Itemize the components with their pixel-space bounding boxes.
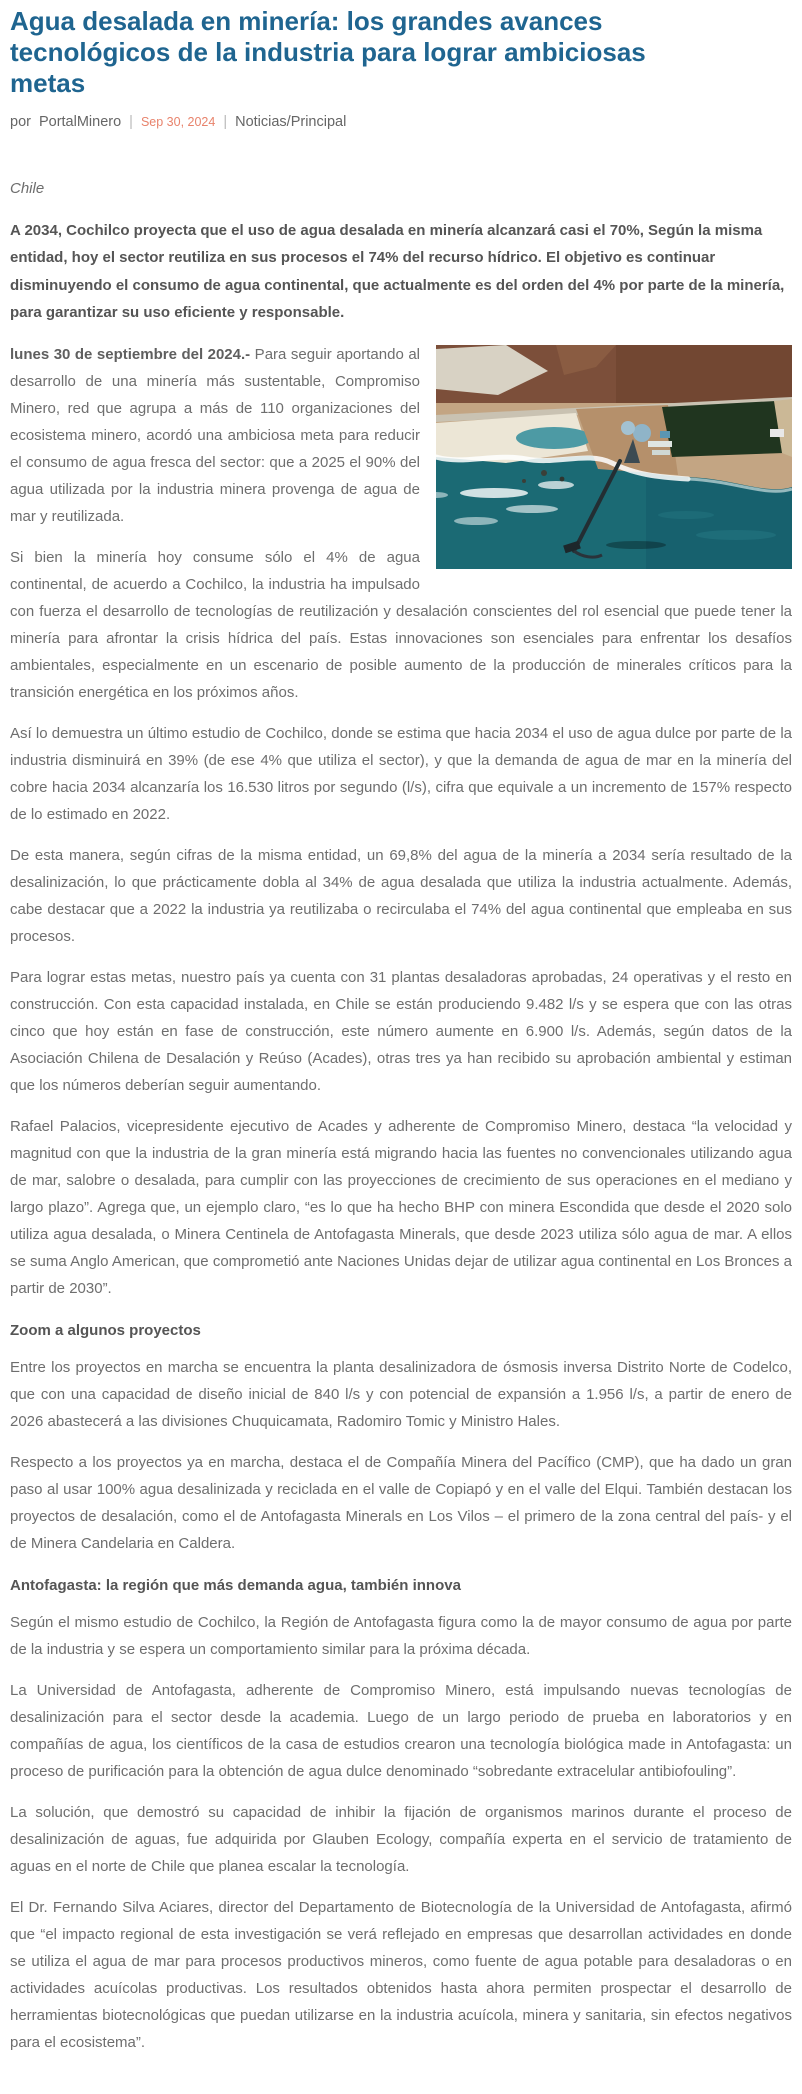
wave — [460, 488, 528, 498]
dateline: lunes 30 de septiembre del 2024.- — [10, 346, 251, 364]
paragraph: Según el mismo estudio de Cochilco, la Región de Antofagasta figura como la de mayor consumo de agua por parte de la industria y se espera un comportamiento similar para la próxima década. — [10, 1614, 792, 1659]
article-image — [436, 345, 792, 569]
byline — [10, 114, 792, 130]
category-link[interactable]: Noticias/Principal — [235, 113, 347, 130]
section-heading-antofagasta: Antofagasta: la región que más demanda agua, también innova — [10, 1577, 461, 1595]
section-heading-projects: Zoom a algunos proyectos — [10, 1322, 201, 1340]
paragraph: La solución, que demostró su capacidad de inhibir la fijación de organismos marinos durante el proceso de desalinización de aguas, fue adquirida por Glauben Ecology, compañía experta en el servicio de tratamiento de aguas en el norte de Chile que planea escalar la tecnología. — [10, 1804, 792, 1876]
page-title: Agua desalada en minería: los grandes avances tecnológicos de la industria para lograr ambiciosas metas — [10, 6, 646, 99]
rock — [522, 479, 526, 483]
paragraph: El Dr. Fernando Silva Aciares, director del Departamento de Biotecnología de la Universidad de Antofagasta, afirmó que “el impacto regional de esta investigación se verá reflejado en empresas que desarrollan actividades en donde se utiliza el agua de mar para procesos productivos mineros, como fuente de agua potable para desaladoras o en actividades acuícolas productivas. Los resultados obtenidos hasta ahora permiten prospectar el desarrollo de herramientas biotecnológicas que puedan utilizarse en la industria acuícola, minera y sanitaria, sin efectos negativos para el ecosistema”. — [10, 1899, 792, 2052]
green-field — [662, 401, 784, 457]
rock — [560, 477, 565, 482]
plant-building — [648, 441, 672, 447]
post-content — [10, 176, 792, 2057]
wave — [506, 505, 558, 513]
paragraph: Para lograr estas metas, nuestro país ya cuenta con 31 plantas desaladoras aprobadas, 24 operativas y el resto en construcción. Con esta capacidad instalada, en Chile se están produciendo 9.482 l/s y se espera que con las otras cinco que hoy están en fase de construcción, este número aumente en 6.900 l/s. Además, según datos de la Asociación Chilena de Desalación y Reúso (Acades), otras tres ya han recibido su aprobación ambiental y estiman que los números deberían seguir aumentando. — [10, 969, 792, 1095]
wave — [538, 481, 574, 489]
ocean-glint — [658, 511, 714, 519]
paragraph: Rafael Palacios, vicepresidente ejecutivo de Acades y adherente de Compromiso Minero, destaca “la velocidad y magnitud con que la industria de la gran minería está migrando hacia las fuentes no convencionales utilizando agua de mar, salobre o desalada, para cumplir con las proyecciones de crecimiento de sus operaciones en el mediano y largo plazo”. Agrega que, un ejemplo claro, “es lo que ha hecho BHP con minera Escondida que desde el 2020 solo utiliza agua desalada, o Minera Centinela de Antofagasta Minerals, que desde 2023 utiliza sólo agua de mar. A ellos se suma Anglo American, que comprometió ante Naciones Unidas dejar de utilizar agua continental en Los Bronces a partir de 2030”. — [10, 1118, 792, 1298]
paragraph-text: Para seguir aportando al desarrollo de una minería más sustentable, Compromiso Minero, red que agrupa a más de 110 organizaciones del ecosistema minero, acordó una ambiciosa meta para reducir el consumo de agua fresca del sector: que a 2025 el 90% del agua utilizada por la industria minera provenga de agua de mar y reutilizada. — [10, 346, 420, 526]
paragraph: Si bien la minería hoy consume sólo el 4% de agua continental, de acuerdo a Cochilco, la industria ha impulsado con fuerza el desarrollo de tecnologías de reutilización y desalación conscientes del rol esencial que puede tener la minería para afrontar la crisis hídrica del país. Estas innovaciones son esenciales para enfrentar los desafíos ambientales, especialmente en un escenario de posible aumento de la producción de minerales críticos para la transición energética en los próximos años. — [10, 549, 792, 702]
paragraph: De esta manera, según cifras de la misma entidad, un 69,8% del agua de la minería a 2034 sería resultado de la desalinización, lo que prácticamente dobla al 34% de agua desalada que utiliza la industria actualmente. Además, cabe destacar que a 2022 la industria ya reutilizaba o recirculaba el 74% del agua continental que empleaba en sus procesos. — [10, 847, 792, 946]
lead-paragraph: A 2034, Cochilco proyecta que el uso de agua desalada en minería alcanzará casi el 70%, Según la misma entidad, hoy el sector reutiliza en sus procesos el 74% del recurso hídrico. El objetivo es continuar disminuyendo el consumo de agua continental, que actualmente es del orden del 4% por parte de la minería, para garantizar su uso eficiente y responsable. — [10, 222, 785, 321]
storage-tank — [621, 421, 635, 435]
ocean-glint — [606, 541, 666, 549]
ocean-glint — [696, 530, 776, 540]
paragraph: La Universidad de Antofagasta, adherente de Compromiso Minero, está impulsando nuevas tecnologías de desalinización para el sector desde la academia. Luego de un largo periodo de prueba en laboratorios y en compañías de agua, los científicos de la casa de estudios crearon una tecnología biológica made in Antofagasta: un proceso de purificación para la obtención de agua dulce denominado “sobredante extracelular antibiofouling”. — [10, 1682, 792, 1781]
byline-prefix: por — [10, 113, 31, 130]
wave — [454, 517, 498, 525]
author-link[interactable]: PortalMinero — [38, 113, 122, 130]
paragraph: Respecto a los proyectos ya en marcha, destaca el de Compañía Minera del Pacífico (CMP), que ha dado un gran paso al usar 100% agua desalinizada y reciclada en el valle de Copiapó y en el valle del Elqui. También destacan los proyectos de desalación, como el de Antofagasta Minerals en Los Vilos – el primero de la zona central del país- y el de Minera Candelaria en Caldera. — [10, 1454, 792, 1553]
hills-dark — [616, 345, 792, 403]
paragraph: Entre los proyectos en marcha se encuentra la planta desalinizadora de ósmosis inversa Distrito Norte de Codelco, que con una capacidad de diseño inicial de 840 l/s y con potencial de expansión a 1.956 l/s, a partir de enero de 2026 abastecerá a las divisiones Chuquicamata, Radomiro Tomic y Ministro Hales. — [10, 1359, 792, 1431]
lagoon — [516, 427, 592, 449]
storage-tank — [633, 424, 651, 442]
aerial-photo-svg — [436, 345, 792, 569]
byline-separator: | — [223, 113, 228, 130]
blue-tank — [660, 431, 670, 438]
plant-building — [652, 450, 670, 455]
building — [770, 429, 784, 437]
publish-date: Sep 30, 2024 — [140, 114, 216, 129]
rock — [541, 470, 547, 476]
location-label: Chile — [10, 179, 45, 197]
paragraph: Así lo demuestra un último estudio de Cochilco, donde se estima que hacia 2034 el uso de agua dulce por parte de la industria disminuirá en 39% (de ese 4% que utiliza el sector), y que la demanda de agua de mar en la minería del cobre hacia 2034 alcanzaría los 16.530 litros por segundo (l/s), cifra que equivale a un incremento de 157% respecto de lo estimado en 2022. — [10, 725, 792, 824]
byline-separator: | — [129, 113, 133, 130]
